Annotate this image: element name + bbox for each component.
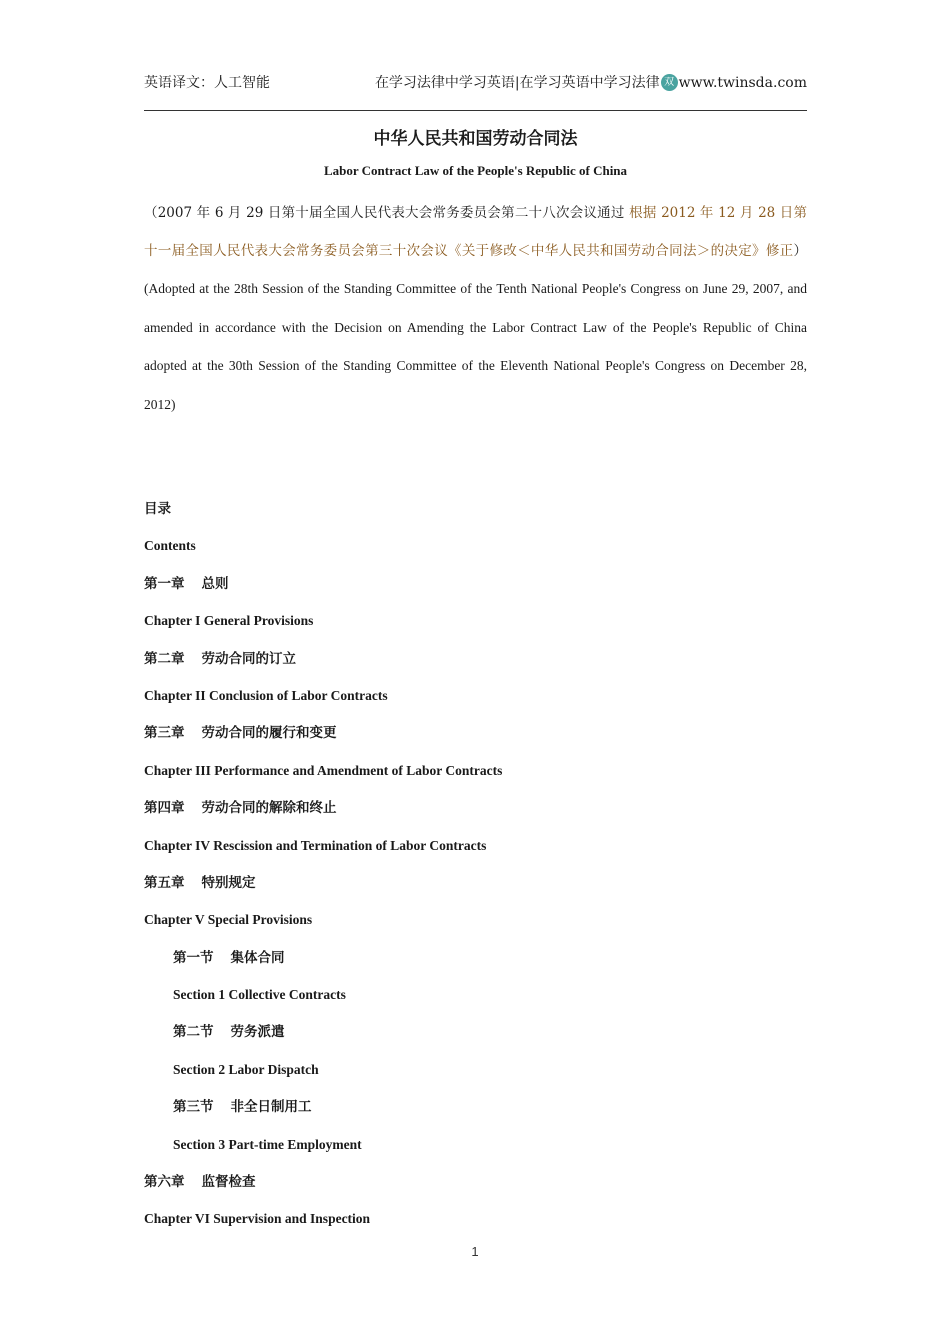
toc-section-number: 第一节 [173, 949, 214, 966]
page-header [144, 72, 807, 94]
toc-section-2-en[interactable]: Section 2 Labor Dispatch [173, 1061, 319, 1077]
toc-chapter-4-en[interactable]: Chapter IV Rescission and Termination of Labor Contracts [144, 837, 487, 853]
toc-chapter-3-cn[interactable] [144, 720, 807, 757]
toc-chapter-6-cn[interactable] [144, 1169, 807, 1206]
toc-section-number: 第二节 [173, 1024, 214, 1041]
toc-chapter-title: 特别规定 [201, 874, 256, 891]
adoption-note [144, 195, 807, 424]
toc-chapter-3-en[interactable]: Chapter III Performance and Amendment of Labor Contracts [144, 762, 503, 778]
header-left-title: 英语译文：人工智能 [144, 75, 270, 91]
toc-section-title: 非全日制用工 [230, 1099, 312, 1116]
toc-section-number: 第三节 [173, 1099, 214, 1116]
adoption-note-en: (Adopted at the 28th Session of the Standing Committee of the Tenth National People's Congress on June 29, 2007, and amended in accordance with the Decision on Amending the Labor Contract Law of the People's Republic of China adopted at the 30th Session of the Standing Committee of the Eleventh National People's Congress on December 28, 2012) [144, 281, 807, 412]
toc-chapter-4-cn[interactable] [144, 795, 807, 832]
toc-chapter-6-en[interactable]: Chapter VI Supervision and Inspection [144, 1211, 371, 1227]
toc-chapter-1-en[interactable]: Chapter I General Provisions [144, 613, 314, 629]
toc-section-1-cn[interactable] [144, 945, 807, 982]
toc-chapter-title: 监督检查 [201, 1174, 256, 1191]
toc-chapter-5-cn[interactable] [144, 870, 807, 907]
toc-section-2-cn[interactable] [144, 1019, 807, 1056]
header-divider [144, 110, 807, 111]
header-right [375, 72, 807, 92]
toc-chapter-title: 劳动合同的履行和变更 [201, 725, 337, 742]
toc-section-title: 劳务派遣 [230, 1024, 285, 1041]
toc-chapter-number: 第六章 [144, 1174, 185, 1191]
toc-heading-en: Contents [144, 538, 196, 554]
adoption-note-close: ） [793, 242, 807, 259]
toc-heading-cn: 目录 [144, 501, 171, 517]
toc-chapter-number: 第四章 [144, 800, 185, 817]
toc-chapter-title: 劳动合同的订立 [201, 650, 296, 667]
amendment-note-cn: 根据 2012 年 12 月 28 日第十一届全国人民代表大会常务委员会第三十次会议《关于修改＜中华人民共和国劳动合同法＞的决定》修正 [144, 205, 807, 259]
toc-chapter-number: 第三章 [144, 725, 185, 742]
toc-section-3-cn[interactable] [144, 1094, 807, 1131]
toc-chapter-title: 总则 [201, 575, 229, 592]
toc-chapter-2-en[interactable]: Chapter II Conclusion of Labor Contracts [144, 687, 388, 703]
toc-chapter-number: 第五章 [144, 874, 185, 891]
toc-chapter-number: 第一章 [144, 575, 185, 592]
toc-section-3-en[interactable]: Section 3 Part-time Employment [173, 1136, 362, 1152]
toc-chapter-number: 第二章 [144, 650, 185, 667]
toc-chapter-1-cn[interactable] [144, 571, 807, 608]
header-slogan: 在学习法律中学习英语|在学习英语中学习法律 [374, 75, 660, 91]
toc-chapter-title: 劳动合同的解除和终止 [201, 800, 337, 817]
document-title-en: Labor Contract Law of the People's Republic of China [323, 163, 628, 178]
document-title-cn: 中华人民共和国劳动合同法 [373, 129, 578, 149]
toc-chapter-2-cn[interactable] [144, 646, 807, 683]
table-of-contents [144, 496, 807, 1244]
toc-chapter-5-en[interactable]: Chapter V Special Provisions [144, 912, 313, 928]
page-number: 1 [471, 1244, 479, 1259]
toc-section-title: 集体合同 [230, 949, 285, 966]
toc-section-1-en[interactable]: Section 1 Collective Contracts [173, 987, 346, 1003]
adoption-note-cn: （2007 年 6 月 29 日第十届全国人民代表大会常务委员会第二十八次会议通过 [144, 205, 630, 221]
twinsda-logo-icon: 双 [661, 74, 678, 91]
header-url[interactable]: www.twinsda.com [678, 75, 807, 91]
